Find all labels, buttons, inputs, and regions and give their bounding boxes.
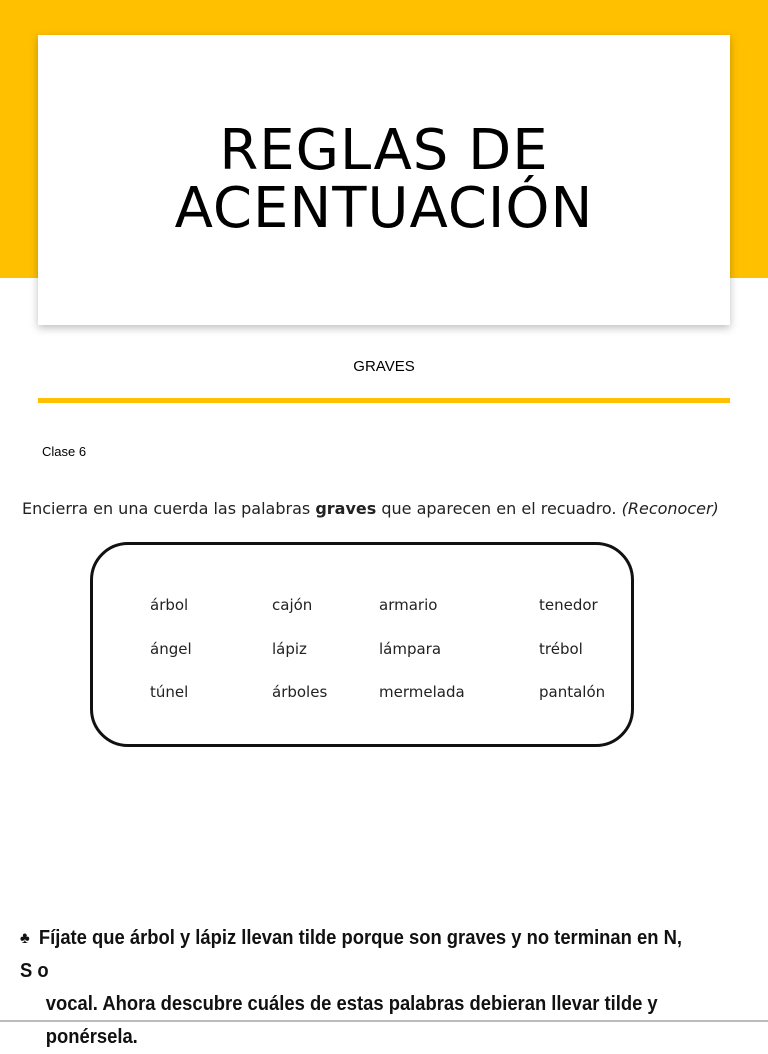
title-card xyxy=(38,35,730,325)
club-bullet-icon: ♣ xyxy=(20,930,30,947)
subtitle: GRAVES xyxy=(353,358,415,375)
word-item: túnel xyxy=(150,683,189,701)
word-item: tenedor xyxy=(539,596,598,614)
word-item: trébol xyxy=(539,640,583,658)
word-item: lápiz xyxy=(272,640,307,658)
note-line-2: vocal. Ahora descubre cuáles de estas palabras debieran llevar tilde y xyxy=(45,993,658,1015)
note-line-1-text: Fíjate que árbol y lápiz llevan tilde porque son graves y no terminan en N, S o xyxy=(20,927,682,982)
instruction-part-1: Encierra en una cuerda las palabras xyxy=(22,499,316,518)
note-paragraph xyxy=(20,922,682,1054)
word-box xyxy=(90,542,634,747)
word-item: árboles xyxy=(272,683,328,701)
word-item: mermelada xyxy=(379,683,465,701)
note-line-3: ponérsela. xyxy=(45,1026,138,1048)
lesson-label: Clase 6 xyxy=(42,444,87,459)
instruction-italic: (Reconocer) xyxy=(621,499,719,518)
word-item: cajón xyxy=(272,596,313,614)
page-bottom-border xyxy=(0,1020,768,1022)
word-item: armario xyxy=(379,596,438,614)
instruction-bold: graves xyxy=(315,499,377,518)
page-title: REGLAS DE ACENTUACIÓN xyxy=(174,118,594,241)
word-item: pantalón xyxy=(539,683,606,701)
divider xyxy=(38,398,730,403)
word-item: árbol xyxy=(150,596,189,614)
instruction-text xyxy=(22,499,719,518)
word-item: ángel xyxy=(150,640,192,658)
word-item: lámpara xyxy=(379,640,442,658)
instruction-part-2: que aparecen en el recuadro. xyxy=(376,499,622,518)
note-line-1 xyxy=(20,922,682,988)
